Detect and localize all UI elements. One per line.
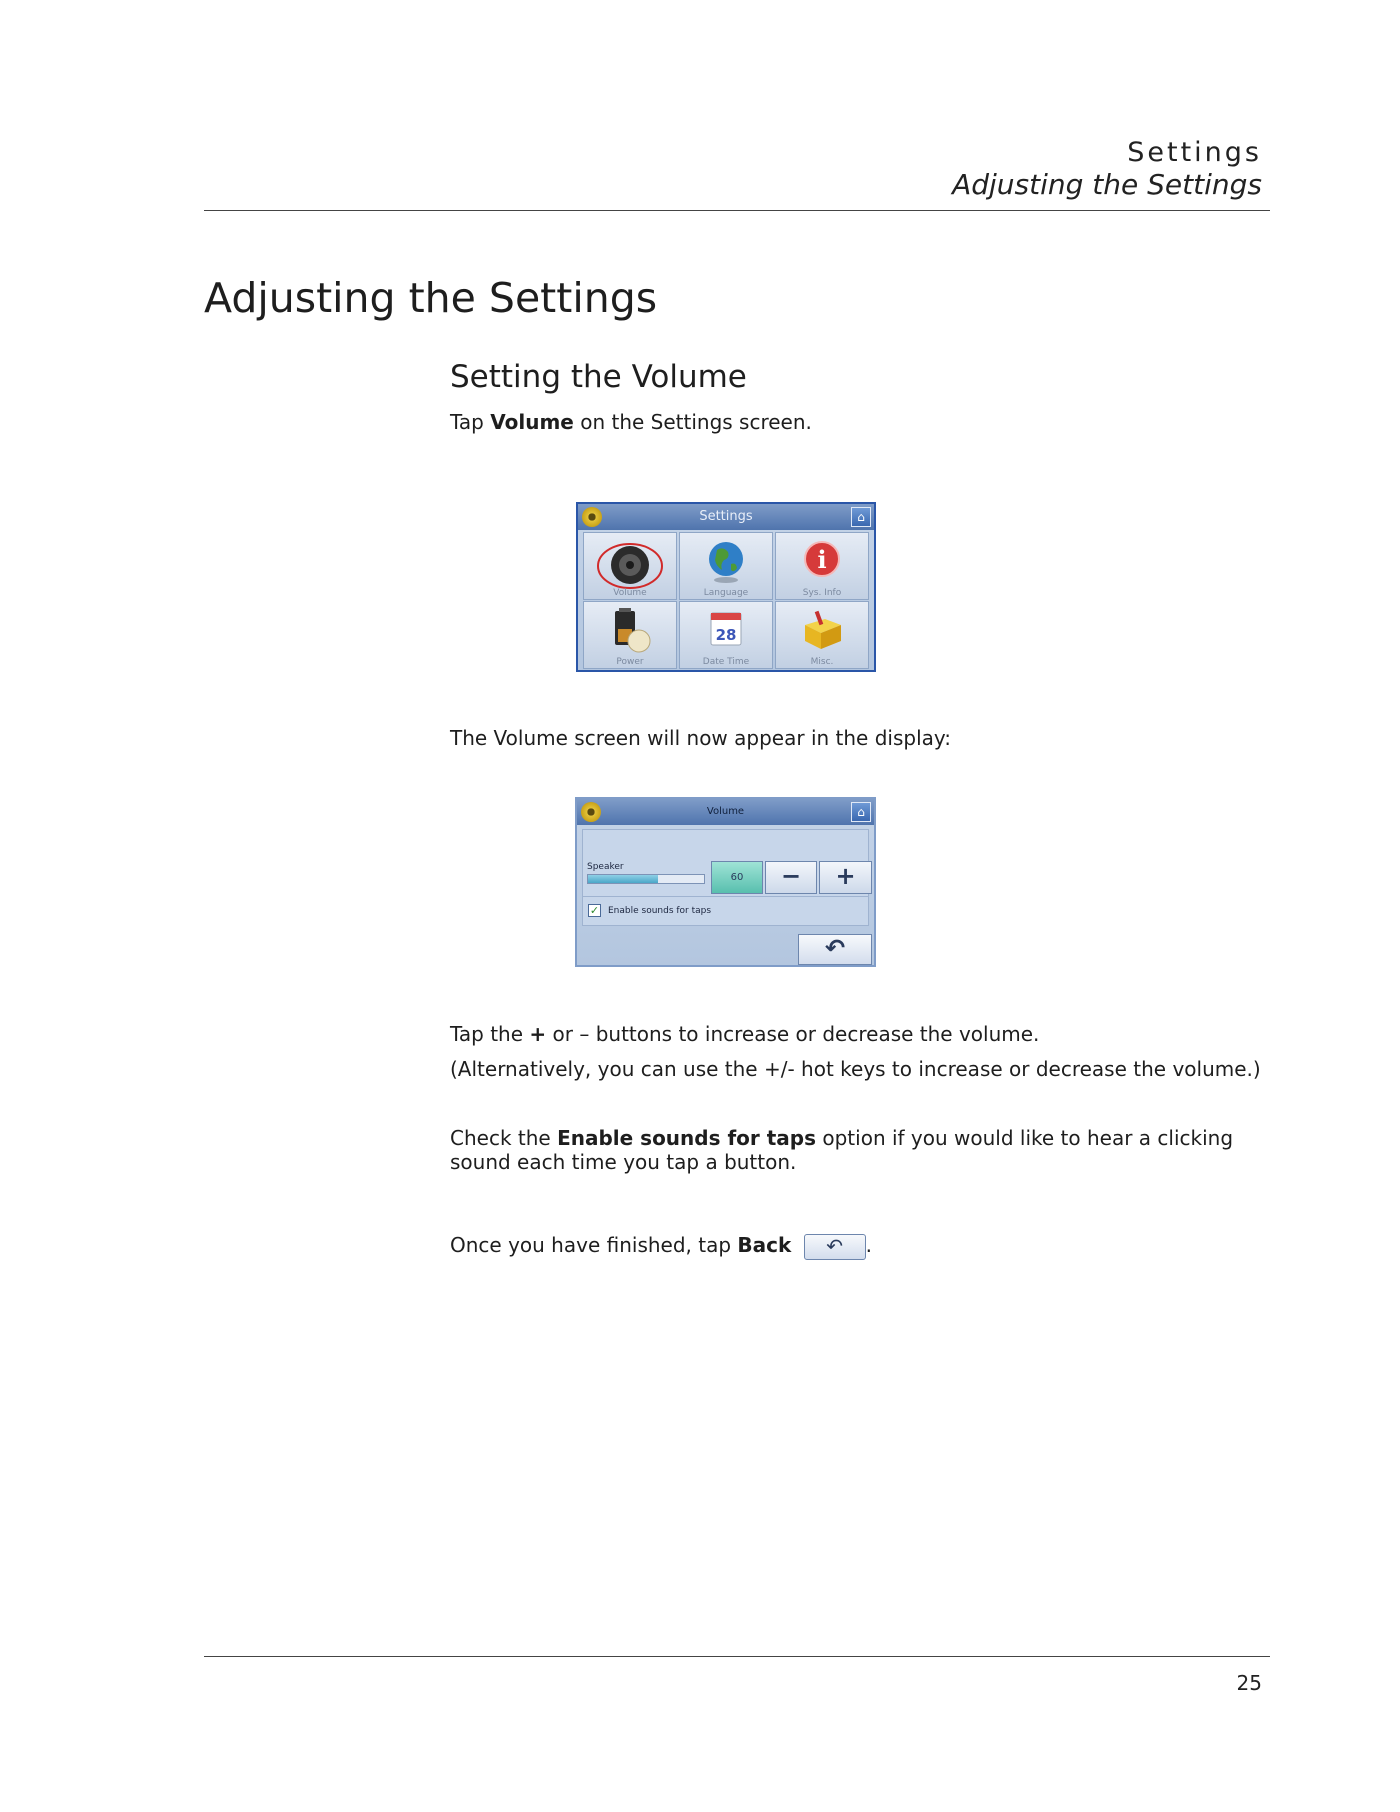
volume-level-display: 60	[711, 861, 763, 894]
volume-slider[interactable]	[587, 874, 705, 884]
tile-label-volume: Volume	[613, 588, 647, 598]
volume-increase-button[interactable]: +	[819, 861, 872, 894]
date-time-tile[interactable]	[679, 601, 773, 669]
gear-icon	[581, 802, 601, 822]
speaker-icon	[595, 538, 665, 592]
instruction-back: Once you have finished, tap Back ↶ .	[450, 1233, 873, 1258]
enable-sounds-checkbox[interactable]	[588, 904, 601, 917]
info-glyph: i	[817, 545, 827, 574]
plus-term: +	[529, 1022, 547, 1046]
enable-sounds-term: Enable sounds for taps	[557, 1126, 817, 1150]
back-term: Back	[737, 1233, 792, 1257]
tile-label-date-time: Date Time	[702, 657, 750, 667]
section-title: Setting the Volume	[450, 359, 747, 395]
calendar-day: 28	[715, 626, 737, 644]
running-header-section: Adjusting the Settings	[952, 168, 1262, 201]
battery-icon	[603, 607, 657, 657]
misc-tile[interactable]	[775, 601, 869, 669]
calendar-icon	[701, 607, 751, 657]
tile-label-power: Power	[616, 657, 644, 667]
instruction-hot-keys: (Alternatively, you can use the +/- hot keys to increase or decrease the volume.)	[450, 1057, 1261, 1081]
sys-info-tile[interactable]	[775, 532, 869, 600]
panel-divider	[583, 896, 868, 897]
volume-term: Volume	[490, 410, 574, 434]
page-number: 25	[1236, 1671, 1262, 1695]
page-title: Adjusting the Settings	[204, 274, 658, 322]
settings-screen-image	[576, 502, 876, 672]
tile-label-language: Language	[703, 588, 749, 598]
volume-intro-paragraph: The Volume screen will now appear in the display:	[450, 726, 952, 750]
footer-rule	[204, 1656, 1270, 1657]
instruction-enable-sounds: Check the Enable sounds for taps option if you would like to hear a clicking sound each time you tap a button.	[450, 1126, 1234, 1174]
enable-sounds-label: Enable sounds for taps	[608, 906, 712, 916]
home-icon: ⌂	[851, 507, 871, 527]
volume-titlebar	[577, 799, 874, 825]
toolbox-icon	[795, 607, 849, 657]
tile-label-misc: Misc.	[810, 657, 834, 667]
volume-slider-fill	[588, 875, 658, 883]
info-icon	[797, 538, 847, 586]
settings-titlebar	[578, 504, 874, 530]
home-icon: ⌂	[851, 802, 871, 822]
back-button-inline: ↶	[804, 1234, 866, 1260]
check-mark-icon: ✓	[589, 904, 600, 917]
volume-panel	[582, 829, 869, 926]
tile-label-sys-info: Sys. Info	[802, 588, 842, 598]
volume-screen-title: Volume	[706, 806, 745, 817]
power-tile[interactable]	[583, 601, 677, 669]
speaker-label: Speaker	[587, 862, 624, 872]
instruction-plus-minus: Tap the + or – buttons to increase or decrease the volume.	[450, 1022, 1040, 1046]
volume-decrease-button[interactable]: −	[765, 861, 817, 894]
settings-screen-title: Settings	[699, 509, 753, 524]
volume-tile[interactable]	[583, 532, 677, 600]
running-header-chapter: Settings	[1127, 137, 1262, 168]
back-button[interactable]: ↶	[798, 934, 872, 965]
header-rule	[204, 210, 1270, 211]
volume-screen-image	[575, 797, 876, 967]
language-tile[interactable]	[679, 532, 773, 600]
globe-icon	[701, 538, 751, 586]
intro-paragraph: Tap Volume on the Settings screen.	[450, 410, 812, 434]
gear-icon	[582, 507, 602, 527]
